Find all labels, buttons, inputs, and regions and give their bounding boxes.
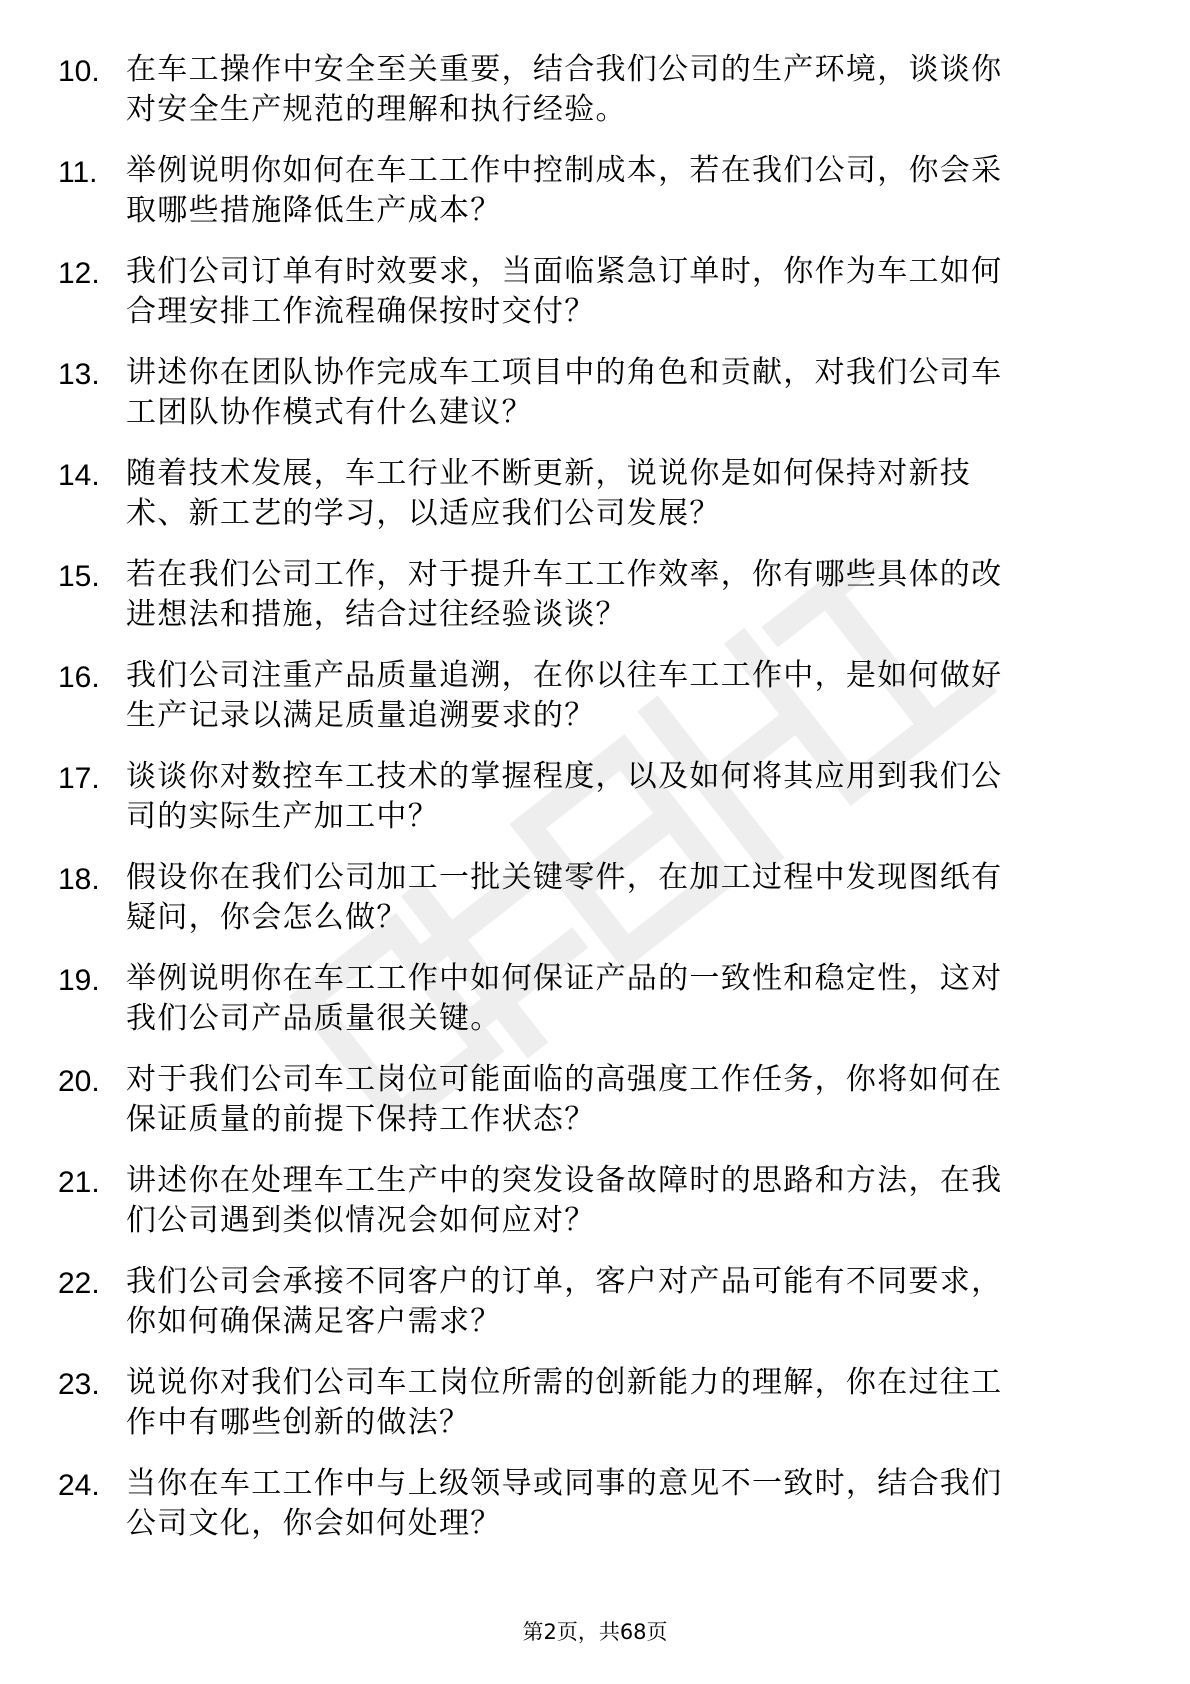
question-text-line: 们公司遇到类似情况会如何应对？ (126, 1203, 596, 1238)
page-footer (0, 1619, 1190, 1645)
question-number: 10. (58, 55, 100, 88)
question-text-line: 举例说明你如何在车工工作中控制成本，若在我们公司，你会采 (126, 153, 1003, 188)
question-text-line: 随着技术发展，车工行业不断更新，说说你是如何保持对新技 (126, 456, 972, 491)
question-text-line: 谈谈你对数控车工技术的掌握程度，以及如何将其应用到我们公 (126, 759, 1003, 794)
page-indicator: 第2页，共68页 (522, 1620, 668, 1644)
question-text-line: 说说你对我们公司车工岗位所需的创新能力的理解，你在过往工 (126, 1365, 1003, 1400)
question-text-line: 对于我们公司车工岗位可能面临的高强度工作任务，你将如何在 (126, 1062, 1003, 1097)
question-text-line: 工团队协作模式有什么建议？ (126, 395, 533, 430)
question-item (58, 50, 1138, 151)
question-number: 19. (58, 964, 100, 997)
question-number: 23. (58, 1368, 100, 1401)
question-text-line: 假设你在我们公司加工一批关键零件，在加工过程中发现图纸有 (126, 860, 1003, 895)
question-text-line: 我们公司订单有时效要求，当面临紧急订单时，你作为车工如何 (126, 254, 1003, 289)
question-text-line: 术、新工艺的学习，以适应我们公司发展？ (126, 496, 721, 531)
question-text (126, 656, 1176, 736)
question-text-line: 我们公司会承接不同客户的订单，客户对产品可能有不同要求， (126, 1264, 1003, 1299)
question-text-line: 你如何确保满足客户需求？ (126, 1304, 502, 1339)
question-text-line: 举例说明你在车工工作中如何保证产品的一致性和稳定性，这对 (126, 961, 1003, 996)
question-text-line: 我们公司注重产品质量追溯，在你以往车工工作中，是如何做好 (126, 658, 1003, 693)
question-text-line: 公司文化，你会如何处理？ (126, 1506, 502, 1541)
question-number: 22. (58, 1267, 100, 1300)
question-item (58, 454, 1138, 555)
question-item (58, 858, 1138, 959)
question-number: 12. (58, 257, 100, 290)
question-text-line: 讲述你在处理车工生产中的突发设备故障时的思路和方法，在我 (126, 1163, 1003, 1198)
question-number: 14. (58, 459, 100, 492)
question-text (126, 252, 1176, 332)
question-text (126, 1363, 1176, 1443)
question-text-line: 司的实际生产加工中？ (126, 799, 439, 834)
question-text (126, 50, 1176, 130)
question-text-line: 若在我们公司工作，对于提升车工工作效率，你有哪些具体的改 (126, 557, 1003, 592)
question-text (126, 1060, 1176, 1140)
question-item (58, 151, 1138, 252)
question-item (58, 757, 1138, 858)
question-text-line: 取哪些措施降低生产成本？ (126, 193, 502, 228)
question-item (58, 252, 1138, 353)
question-number: 21. (58, 1166, 100, 1199)
question-item (58, 1363, 1138, 1464)
question-item (58, 1060, 1138, 1161)
question-text (126, 1161, 1176, 1241)
question-text-line: 生产记录以满足质量追溯要求的？ (126, 698, 596, 733)
question-item (58, 656, 1138, 757)
question-text-line: 当你在车工工作中与上级领导或同事的意见不一致时，结合我们 (126, 1466, 1003, 1501)
question-text-line: 对安全生产规范的理解和执行经验。 (126, 92, 627, 127)
question-number: 16. (58, 661, 100, 694)
question-text (126, 858, 1176, 938)
question-text-line: 在车工操作中安全至关重要，结合我们公司的生产环境，谈谈你 (126, 52, 1003, 87)
question-item (58, 1464, 1138, 1565)
question-text (126, 959, 1176, 1039)
question-item (58, 959, 1138, 1060)
question-item (58, 555, 1138, 656)
question-text-line: 我们公司产品质量很关键。 (126, 1001, 502, 1036)
question-number: 11. (58, 156, 98, 189)
question-number: 17. (58, 762, 100, 795)
question-number: 20. (58, 1065, 100, 1098)
question-item (58, 1262, 1138, 1363)
question-text-line: 疑问，你会怎么做？ (126, 900, 408, 935)
question-text (126, 454, 1176, 534)
question-number: 13. (58, 358, 100, 391)
question-number: 24. (58, 1469, 100, 1502)
question-number: 15. (58, 560, 100, 593)
question-text (126, 353, 1176, 433)
question-text (126, 1262, 1176, 1342)
question-text (126, 1464, 1176, 1544)
question-list (58, 50, 1138, 1565)
question-text-line: 作中有哪些创新的做法？ (126, 1405, 471, 1440)
question-item (58, 353, 1138, 454)
question-text-line: 进想法和措施，结合过往经验谈谈？ (126, 597, 627, 632)
question-item (58, 1161, 1138, 1262)
question-text (126, 555, 1176, 635)
question-text-line: 合理安排工作流程确保按时交付？ (126, 294, 596, 329)
question-number: 18. (58, 863, 100, 896)
question-text-line: 保证质量的前提下保持工作状态？ (126, 1102, 596, 1137)
question-text (126, 757, 1176, 837)
question-text (126, 151, 1176, 231)
question-text-line: 讲述你在团队协作完成车工项目中的角色和贡献，对我们公司车 (126, 355, 1003, 390)
